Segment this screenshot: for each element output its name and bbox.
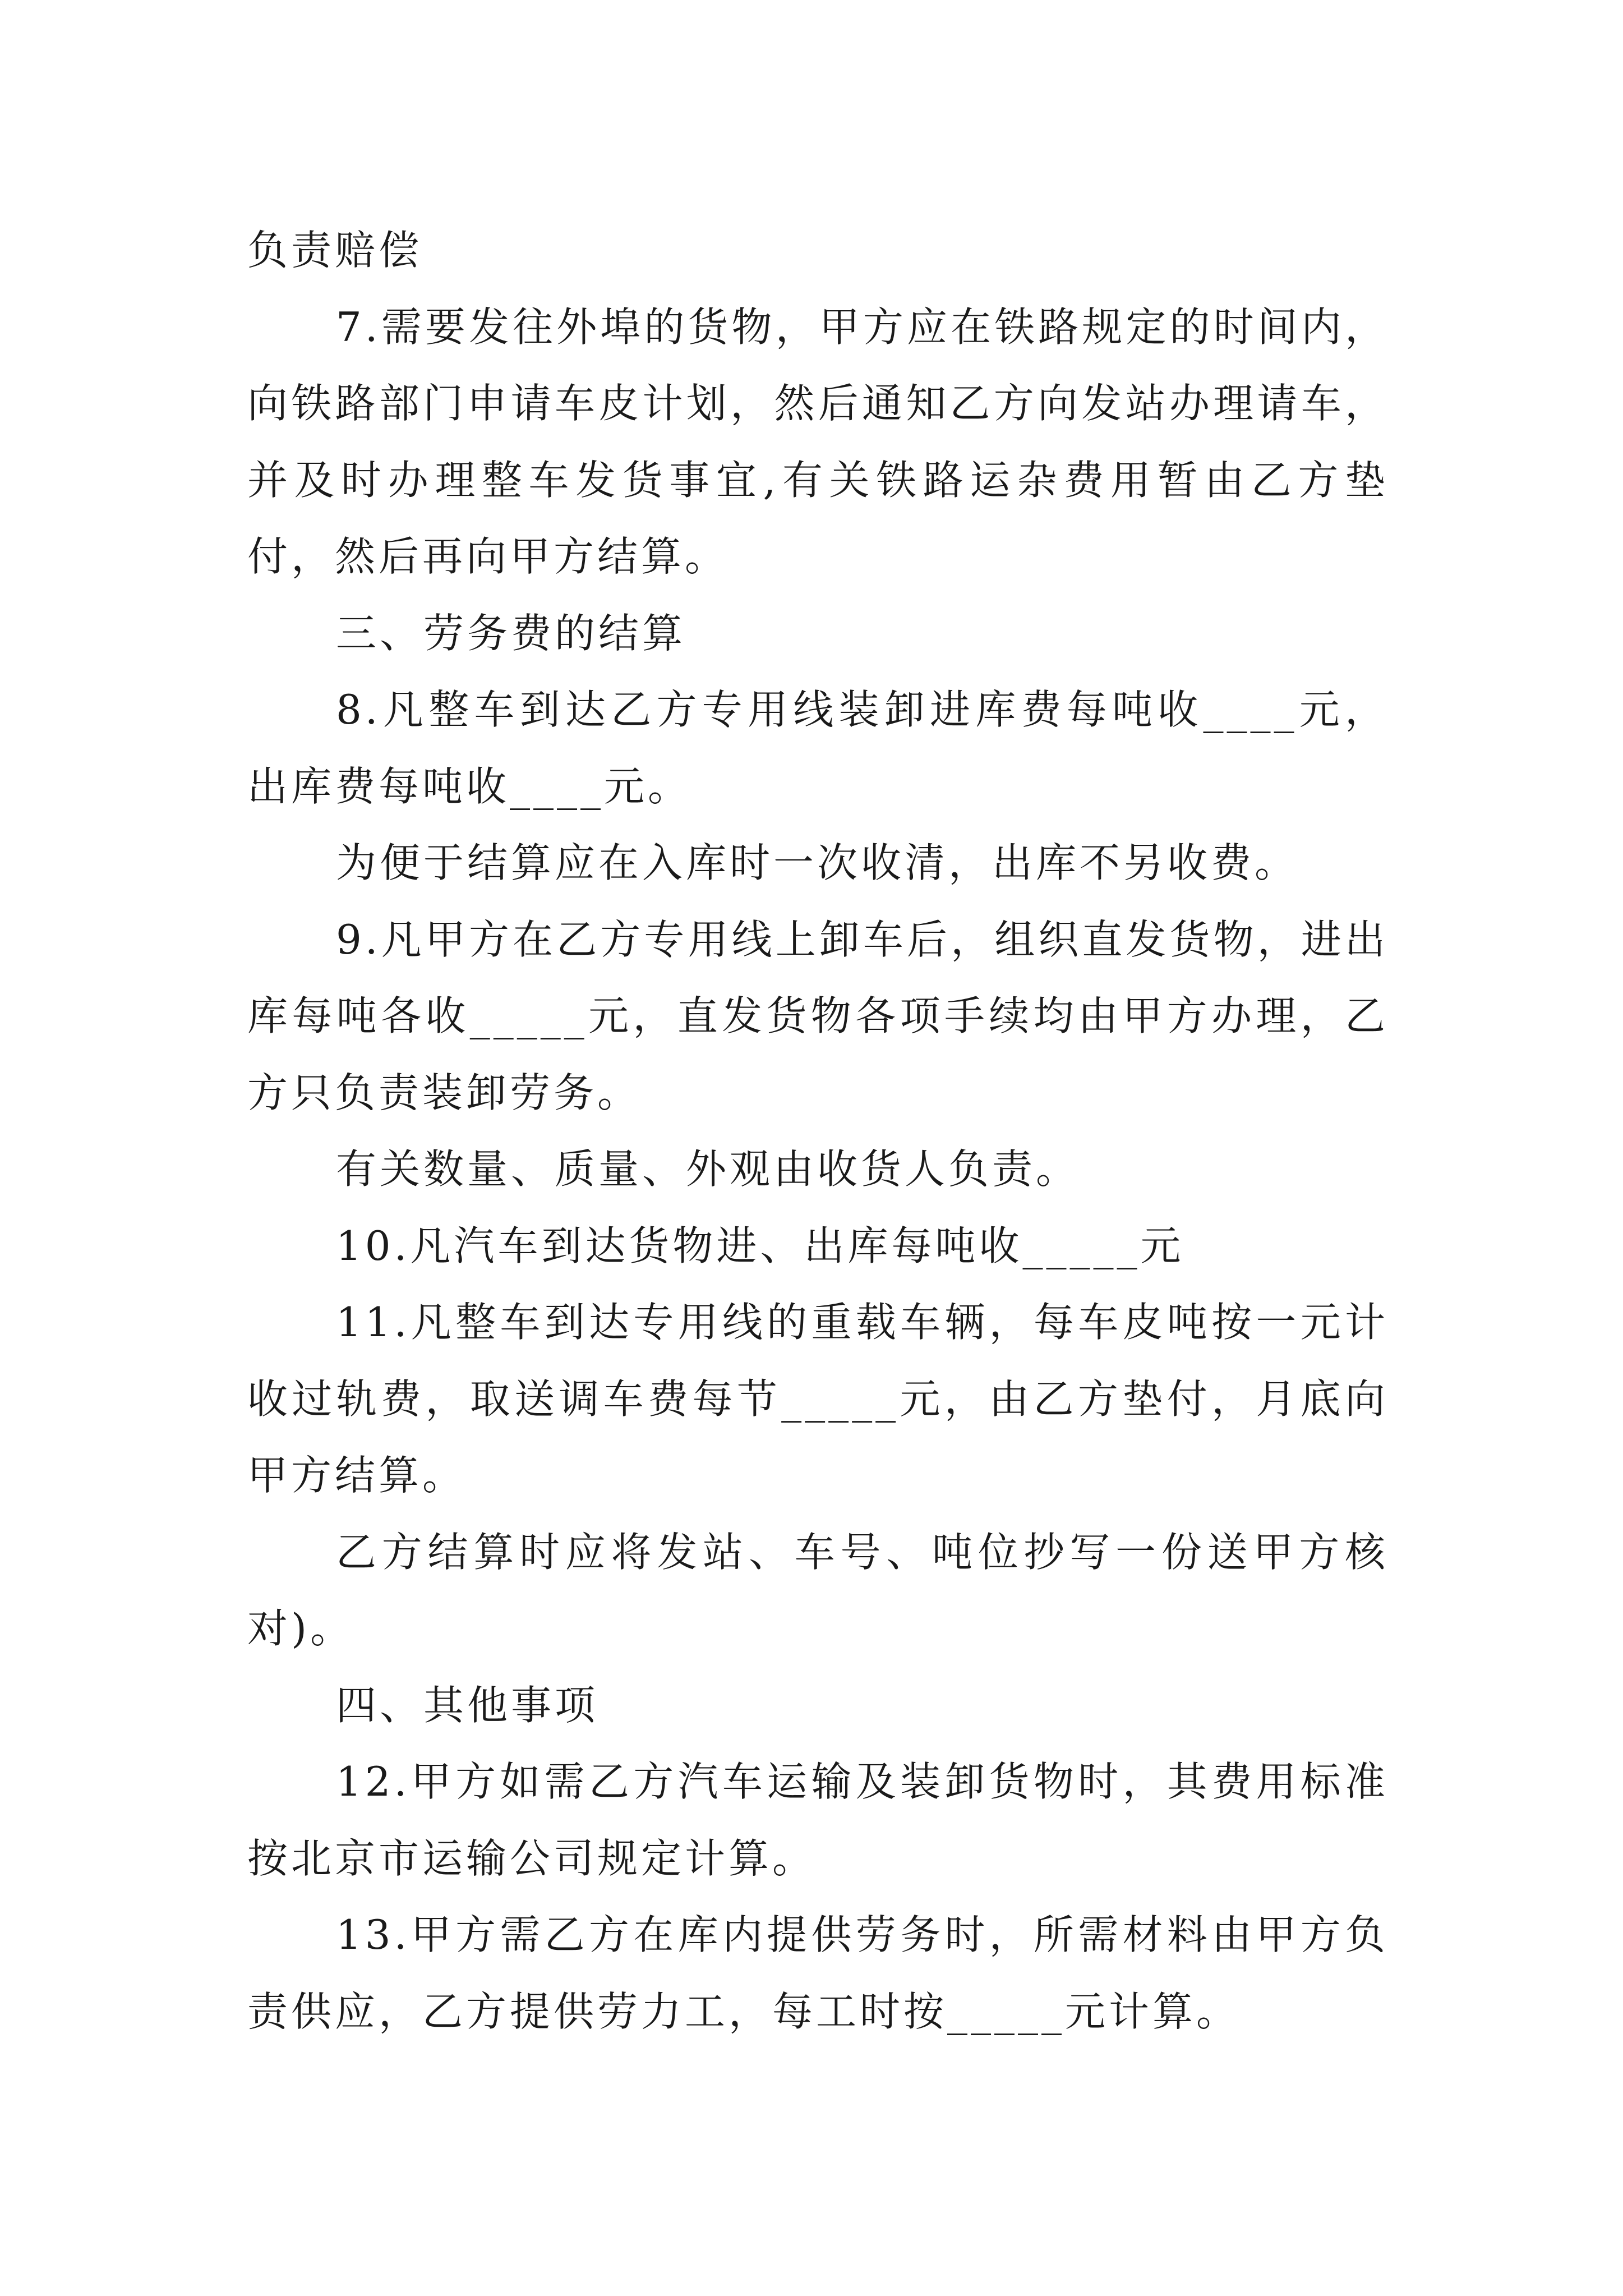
section-heading-4: 四、其他事项 bbox=[336, 1681, 599, 1729]
paragraph-item-11-note: 乙方结算时应将发站、车号、吨位抄写一份送甲方核对)。 bbox=[247, 1528, 1389, 1652]
paragraph-item-7: 7.需要发往外埠的货物，甲方应在铁路规定的时间内，向铁路部门申请车皮计划，然后通知乙方向发站办理请车，并及时办理整车发货事宜,有关铁路运杂费用暂由乙方垫付，然后再向甲方结算。 bbox=[247, 303, 1389, 580]
paragraph-item-8-note: 为便于结算应在入库时一次收清，出库不另收费。 bbox=[336, 839, 1299, 886]
document-body bbox=[247, 212, 1389, 2050]
paragraph-item-13: 13.甲方需乙方在库内提供劳务时，所需材料由甲方负责供应，乙方提供劳力工，每工时按_____元计算。 bbox=[247, 1911, 1389, 2035]
paragraph-item-12: 12.甲方如需乙方汽车运输及装卸货物时，其费用标准按北京市运输公司规定计算。 bbox=[247, 1758, 1389, 1882]
paragraph-continuation: 负责赔偿 bbox=[247, 227, 423, 274]
paragraph-item-11: 11.凡整车到达专用线的重载车辆，每车皮吨按一元计收过轨费，取送调车费每节_____元，由乙方垫付，月底向甲方结算。 bbox=[247, 1299, 1389, 1499]
paragraph-item-8: 8.凡整车到达乙方专用线装卸进库费每吨收____元，出库费每吨收____元。 bbox=[247, 686, 1389, 810]
section-heading-3: 三、劳务费的结算 bbox=[336, 609, 686, 657]
paragraph-item-9-note: 有关数量、质量、外观由收货人负责。 bbox=[336, 1145, 1080, 1193]
paragraph-item-10: 10.凡汽车到达货物进、出库每吨收_____元 bbox=[336, 1222, 1184, 1269]
paragraph-item-9: 9.凡甲方在乙方专用线上卸车后，组织直发货物，进出库每吨各收_____元，直发货物各项手续均由甲方办理，乙方只负责装卸劳务。 bbox=[247, 915, 1389, 1116]
